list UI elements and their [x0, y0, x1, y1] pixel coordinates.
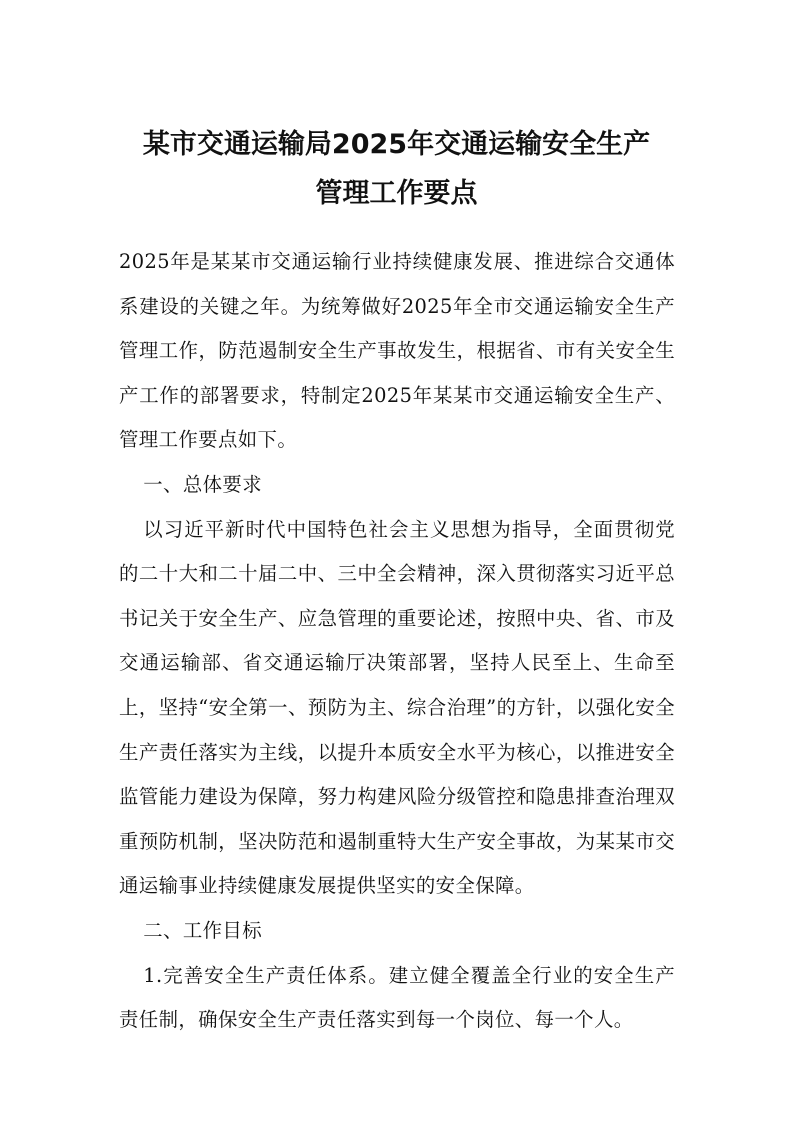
section-heading-work-goals: 二、工作目标	[143, 918, 262, 942]
intro-paragraph: 2025年是某某市交通运输行业持续健康发展、推进综合交通体系建设的关键之年。为统筹做好2025年全市交通运输安全生产管理工作，防范遏制安全生产事故发生，根据省、市有关安全生产工作的部署要求，特制定2025年某某市交通运输安全生产、管理工作要点如下。	[119, 250, 675, 452]
overall-requirements-paragraph: 以习近平新时代中国特色社会主义思想为指导，全面贯彻党的二十大和二十届二中、三中全会精神，深入贯彻落实习近平总书记关于安全生产、应急管理的重要论述，按照中央、省、市及交通运输部、省交通运输厅决策部署，坚持人民至上、生命至上，坚持“安全第一、预防为主、综合治理”的方针，以强化安全生产责任落实为主线，以提升本质安全水平为核心，以推进安全监管能力建设为保障，努力构建风险分级管控和隐患排查治理双重预防机制，坚决防范和遏制重特大生产安全事故，为某某市交通运输事业持续健康发展提供坚实的安全保障。	[119, 517, 675, 898]
document-title-line-2: 管理工作要点	[315, 178, 478, 209]
work-goal-item-1: 1.完善安全生产责任体系。建立健全覆盖全行业的安全生产责任制，确保安全生产责任落实到每一个岗位、每一个人。	[119, 963, 675, 1032]
document-title-line-1: 某市交通运输局2025年交通运输安全生产	[142, 129, 651, 160]
section-heading-overall-requirements: 一、总体要求	[143, 472, 262, 496]
document-body	[119, 240, 675, 1043]
